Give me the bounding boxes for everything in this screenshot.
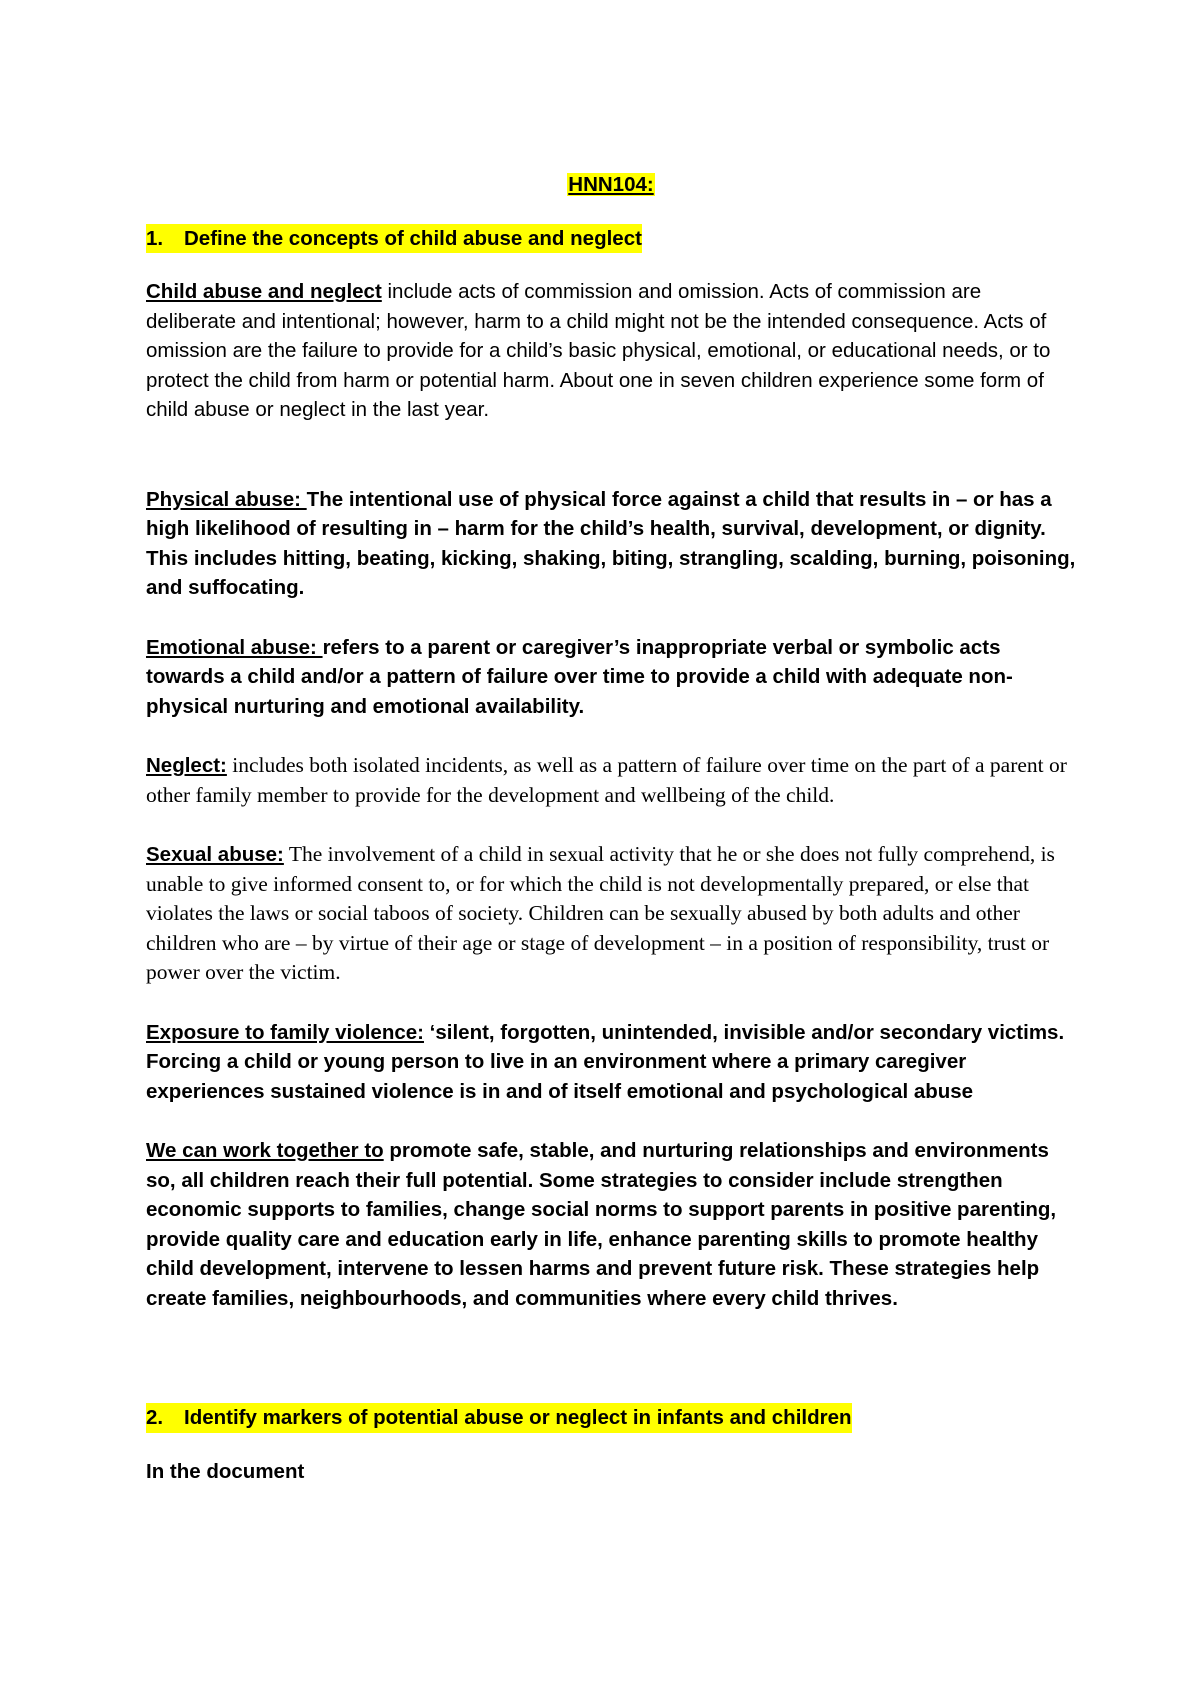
child-abuse-paragraph [146, 277, 1076, 425]
neglect-text: includes both isolated incidents, as well as a pattern of failure over time on the part of a parent or other family member to provide for the development and wellbeing of the child. [146, 753, 1067, 807]
section-1-heading [146, 224, 1076, 254]
physical-abuse-label: Physical abuse: [146, 487, 307, 511]
child-abuse-text: include acts of commission and omission. Acts of commission are deliberate and intentional; however, harm to a child might not be the intended consequence. Acts of omission are the failure to provide for a child’s basic physical, emotional, or educational needs, or to protect the child from harm or potential harm. About one in seven children experience some form of child abuse or neglect in the last year. [146, 280, 1051, 421]
family-violence-label: Exposure to family violence: [146, 1020, 424, 1044]
child-abuse-label: Child abuse and neglect [146, 280, 382, 303]
sexual-abuse-paragraph [146, 840, 1076, 988]
emotional-abuse-text: refers to a parent or caregiver’s inappropriate verbal or symbolic acts towards a child and/or a pattern of failure over time to provide a child with adequate non-physical nurturing and emotional availability. [146, 635, 1013, 718]
spacer [146, 455, 1076, 485]
emotional-abuse-paragraph [146, 633, 1076, 722]
closing-paragraph: In the document [146, 1459, 305, 1483]
document-title-line [146, 170, 1076, 200]
spacer [146, 1343, 1076, 1403]
section-1-title: Define the concepts of child abuse and neglect [184, 226, 642, 250]
emotional-abuse-label: Emotional abuse: [146, 635, 323, 659]
document-title: HNN104: [568, 173, 654, 196]
section-2-highlight [146, 1403, 852, 1433]
neglect-label: Neglect: [146, 754, 227, 777]
section-2-number: 2. [146, 1406, 164, 1429]
document-body [146, 170, 1076, 1516]
physical-abuse-paragraph [146, 485, 1076, 603]
family-violence-text: ‘silent, forgotten, unintended, invisible and/or secondary victims. Forcing a child or young person to live in an environment where a primary caregiver experiences sustained violence is in and of itself emotional and psychological abuse [146, 1020, 1065, 1103]
neglect-paragraph [146, 751, 1076, 810]
section-2-heading [146, 1403, 1076, 1433]
section-1-highlight [146, 224, 642, 254]
section-1-number: 1. [146, 226, 164, 250]
work-together-label: We can work together to [146, 1139, 384, 1162]
work-together-text: promote safe, stable, and nurturing relationships and environments so, all children reach their full potential. Some strategies to consider include strengthen economic supports to families, change social norms to support parents in positive parenting, provide quality care and education early in life, enhance parenting skills to promote healthy child development, intervene to lessen harms and prevent future risk. These strategies help create families, neighbourhoods, and communities where every child thrives. [146, 1139, 1057, 1310]
sexual-abuse-label: Sexual abuse: [146, 843, 284, 866]
physical-abuse-text: The intentional use of physical force against a child that results in – or has a high likelihood of resulting in – harm for the child’s health, survival, development, or dignity. This includes hitting, beating, kicking, shaking, biting, strangling, scalding, burning, poisoning, and suffocating. [146, 487, 1076, 599]
family-violence-paragraph [146, 1018, 1076, 1107]
work-together-paragraph [146, 1136, 1076, 1313]
section-2-title: Identify markers of potential abuse or neglect in infants and children [184, 1406, 852, 1429]
sexual-abuse-text: The involvement of a child in sexual activity that he or she does not fully comprehend, is unable to give informed consent to, or for which the child is not developmentally prepared, or else that violates the laws or social taboos of society. Children can be sexually abused by both adults and other children who are – by virtue of their age or stage of development – in a position of responsibility, trust or power over the victim. [146, 842, 1055, 984]
